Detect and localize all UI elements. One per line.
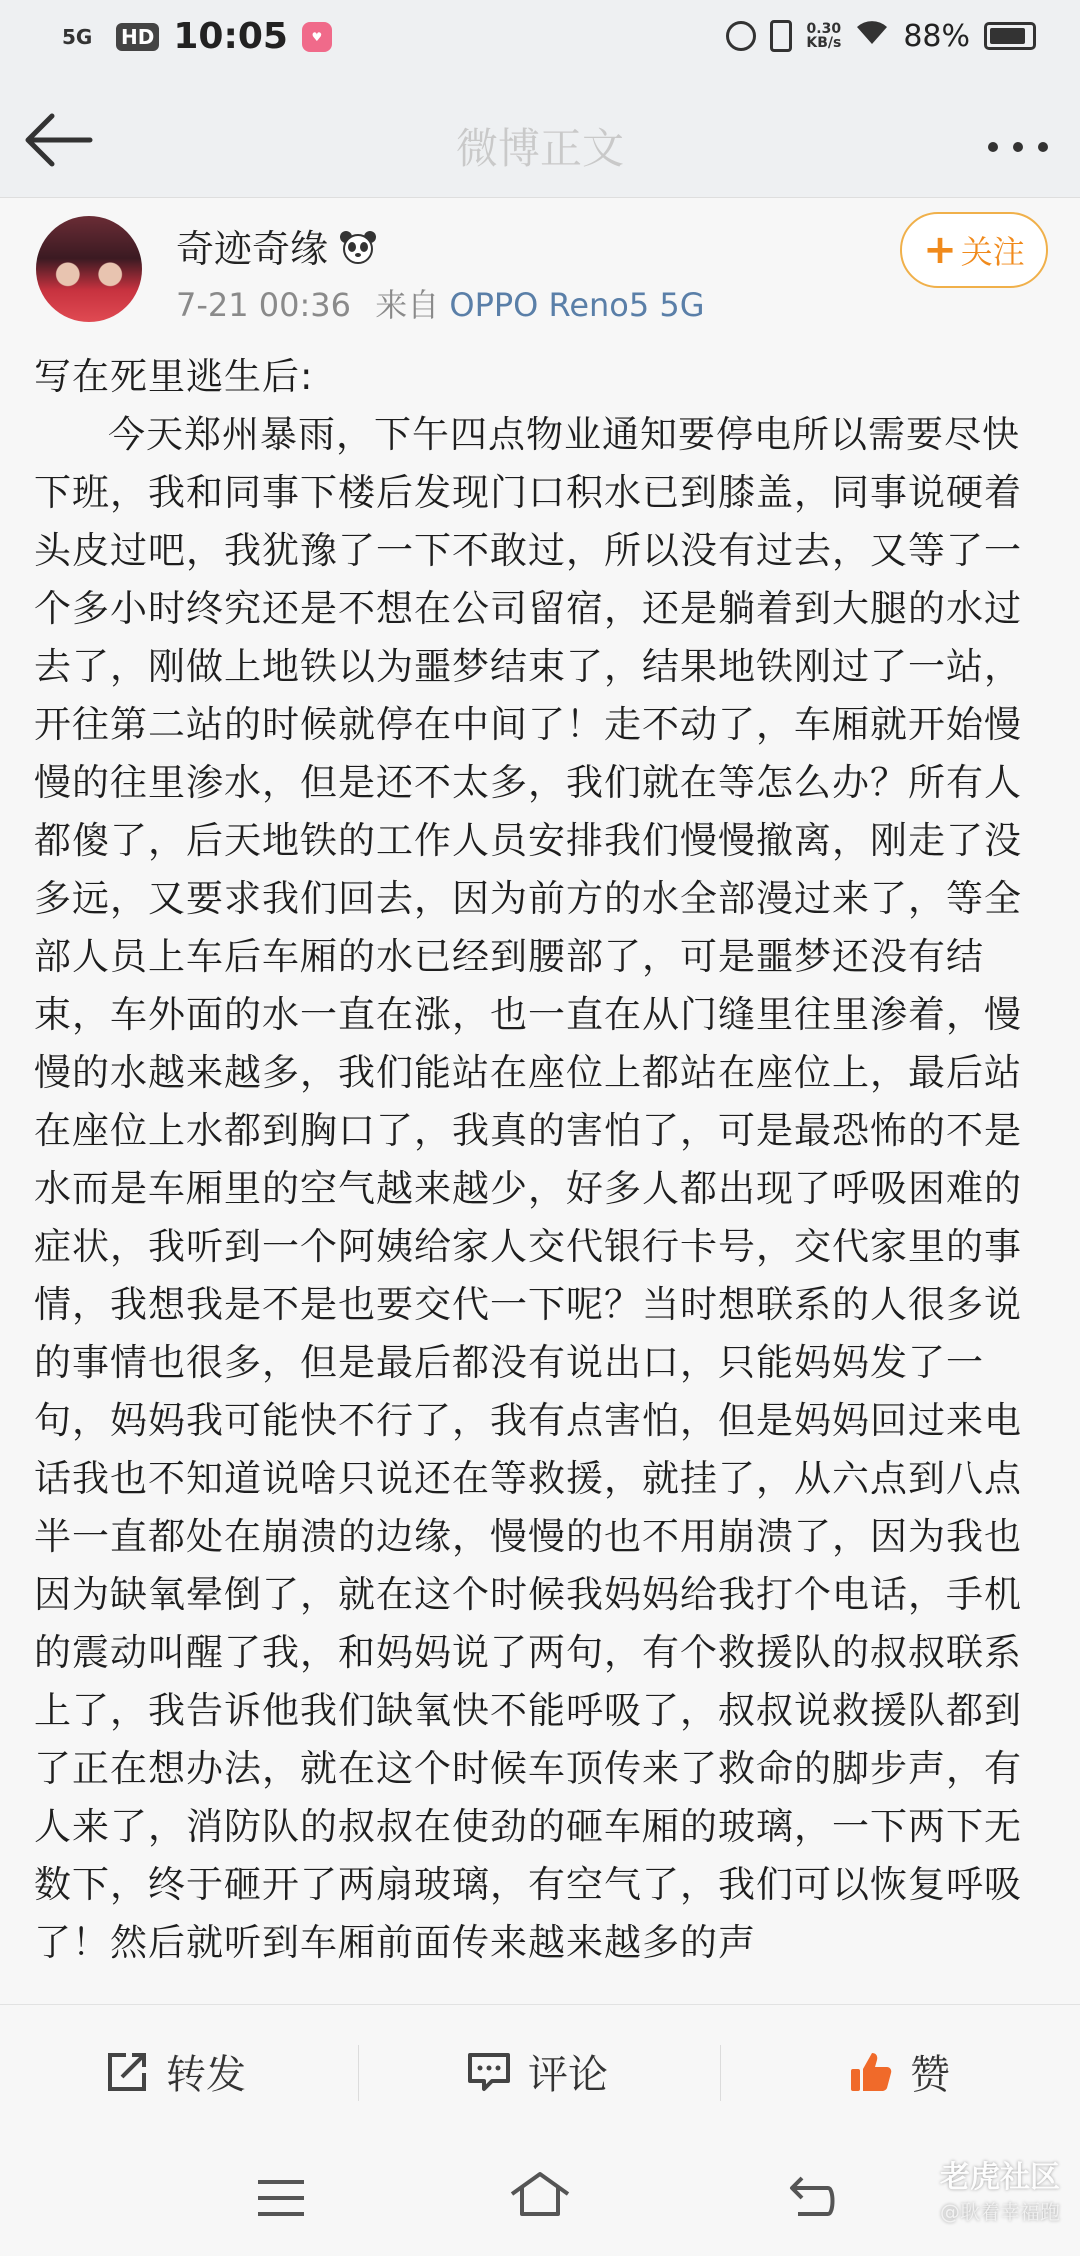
repost-icon — [104, 2049, 150, 2095]
plus-icon: + — [923, 227, 957, 273]
follow-label: 关注 — [960, 233, 1025, 271]
post — [0, 198, 1080, 2004]
author-row — [176, 218, 378, 273]
action-bar — [0, 2004, 1080, 2138]
status-right — [726, 18, 1036, 54]
divider — [358, 2045, 359, 2101]
page-title: 微博正文 — [455, 124, 624, 173]
vibrate-icon — [770, 20, 792, 52]
post-body — [34, 348, 1050, 1972]
network-speed-value: 0.30 — [806, 21, 842, 37]
more-dots-icon — [986, 140, 1050, 154]
like-button[interactable] — [848, 2043, 950, 2100]
wifi-icon — [855, 18, 889, 54]
avatar[interactable] — [36, 216, 142, 322]
battery-icon — [984, 22, 1036, 50]
follow-button[interactable] — [900, 212, 1048, 288]
system-nav-bar — [0, 2138, 1080, 2256]
network-speed-unit: KB/s — [806, 35, 842, 51]
post-text: 今天郑州暴雨，下午四点物业通知要停电所以需要尽快下班，我和同事下楼后发现门口积水已到膝盖，同事说硬着头皮过吧，我犹豫了一下不敢过，所以没有过去，又等了一个多小时终究还是不想在公司留宿，还是躺着到大腿的水过去了，刚做上地铁以为噩梦结束了，结果地铁刚过了一站，开往第二站的时候就停在中间了！走不动了，车厢就开始慢慢的往里渗水，但是还不太多，我们就在等怎么办？所有人都傻了，后天地铁的工作人员安排我们慢慢撤离，刚走了没多远，又要求我们回去，因为前方的水全部漫过来了，等全部人员上车后车厢的水已经到腰部了，可是噩梦还没有结束，车外面的水一直在涨，也一直在从门缝里往里渗着，慢慢的水越来越多，我们能站在座位上都站在座位上，最后站在座位上水都到胸口了，我真的害怕了，可是最恐怖的不是水而是车厢里的空气越来越少，好多人都出现了呼吸困难的症状，我听到一个阿姨给家人交代银行卡号，交代家里的事情，我想我是不是也要交代一下呢？当时想联系的人很多说的事情也很多，但是最后都没有说出口，只能妈妈发了一句，妈妈我可能快不行了，我有点害怕，但是妈妈回过来电话我也不知道说啥只说还在等救援，就挂了，从六点到八点半一直都处在崩溃的边缘，慢慢的也不用崩溃了，因为我也因为缺氧晕倒了，就在这个时候我妈妈给我打个电话，手机的震动叫醒了我，和妈妈说了两句，有个救援队的叔叔联系上了，我告诉他我们缺氧快不能呼吸了，叔叔说救援队都到了正在想办法，就在这个时候车顶传来了救命的脚步声，有人来了，消防队的叔叔在使劲的砸车厢的玻璃，一下两下无数下，终于砸开了两扇玻璃，有空气了，我们可以恢复呼吸了！然后就听到车厢前面传来越来越多的声 — [34, 413, 1022, 1964]
battery-percent: 88% — [903, 18, 970, 54]
title-bar — [0, 80, 1080, 198]
comment-label: 评论 — [528, 2052, 608, 2098]
back-nav-icon[interactable] — [788, 2174, 838, 2218]
like-label: 赞 — [910, 2052, 950, 2098]
home-icon[interactable] — [508, 2170, 572, 2218]
hd-badge: HD — [116, 23, 159, 51]
repost-label: 转发 — [166, 2052, 246, 2098]
network-speed — [806, 22, 841, 50]
watermark-sub: @耿着幸福跑 — [940, 2200, 1060, 2224]
comment-icon — [466, 2049, 512, 2095]
author-name[interactable]: 奇迹奇缘 — [176, 227, 329, 271]
post-heading: 写在死里逃生后: — [34, 355, 314, 398]
status-left — [62, 16, 332, 57]
network-indicator: 5G — [62, 24, 93, 49]
panda-icon — [338, 229, 378, 263]
battery-fill — [990, 28, 1025, 44]
device-source[interactable]: OPPO Reno5 5G — [449, 286, 705, 324]
post-meta — [176, 280, 705, 326]
menu-icon[interactable] — [256, 2178, 306, 2218]
app-notification-icon: ♥ — [302, 22, 332, 52]
source-prefix: 来自 — [375, 286, 440, 324]
watermark — [940, 2152, 1060, 2225]
repost-button[interactable] — [104, 2043, 246, 2100]
more-button[interactable] — [986, 118, 1050, 164]
clock: 10:05 — [173, 16, 288, 57]
alarm-icon — [726, 21, 756, 51]
thumbs-up-icon — [848, 2049, 894, 2095]
divider — [720, 2045, 721, 2101]
comment-button[interactable] — [466, 2043, 608, 2100]
post-timestamp: 7-21 00:36 — [176, 286, 352, 324]
watermark-main: 老虎社区 — [940, 2160, 1060, 2195]
status-bar — [0, 0, 1080, 80]
